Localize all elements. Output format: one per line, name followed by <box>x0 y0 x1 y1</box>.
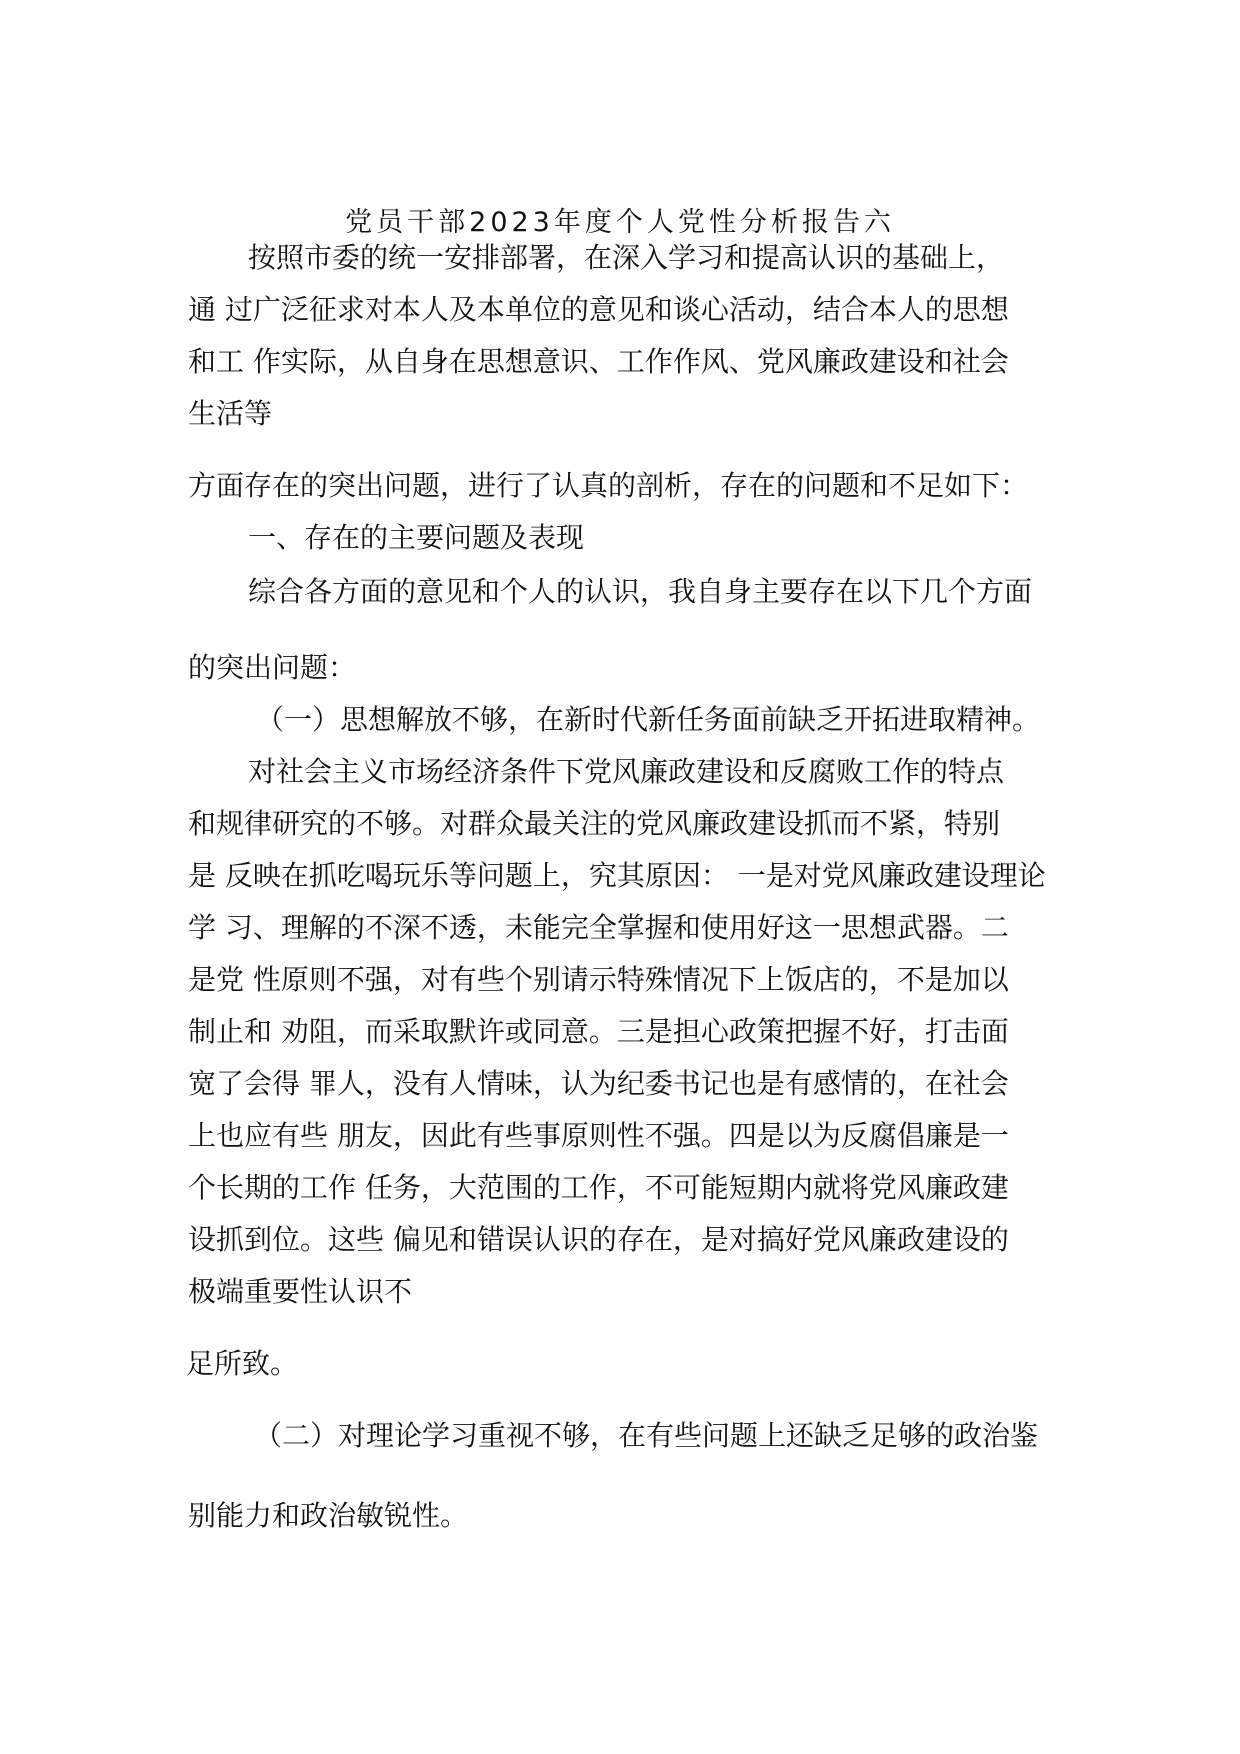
paragraph-line: 方面存在的突出问题，进行了认真的剖析，存在的问题和不足如下： <box>188 469 1029 502</box>
paragraph-line: 足所致。 <box>186 1347 299 1380</box>
paragraph-line: 宽了会得 罪人，没有人情味，认为纪委书记也是有感情的，在社会 <box>188 1067 1009 1100</box>
paragraph-line: 学 习、理解的不深不透，未能完全掌握和使用好这一思想武器。二 <box>188 911 1009 944</box>
paragraph-line: 个长期的工作 任务，大范围的工作，不可能短期内就将党风廉政建 <box>188 1171 1009 1204</box>
paragraph-line: 的突出问题： <box>188 651 357 684</box>
paragraph-line: 和规律研究的不够。对群众最关注的党风廉政建设抓而不紧，特别 <box>188 807 1001 840</box>
document-title: 党员干部2023年度个人党性分析报告六 <box>345 207 895 238</box>
paragraph-line: 通 过广泛征求对本人及本单位的意见和谈心活动，结合本人的思想 <box>188 293 1009 326</box>
paragraph-line: 是党 性原则不强，对有些个别请示特殊情况下上饭店的，不是加以 <box>188 963 1009 996</box>
paragraph-line: 按照市委的统一安排部署，在深入学习和提高认识的基础上， <box>248 241 1005 274</box>
paragraph-line: 制止和 劝阻，而采取默许或同意。三是担心政策把握不好，打击面 <box>188 1015 1009 1048</box>
paragraph-line: 和工 作实际，从自身在思想意识、工作作风、党风廉政建设和社会 <box>188 345 1009 378</box>
paragraph-line: 设抓到位。这些 偏见和错误认识的存在，是对搞好党风廉政建设的 <box>188 1223 1009 1256</box>
subsection-heading: （二）对理论学习重视不够，在有些问题上还缺乏足够的政治鉴 <box>254 1419 1039 1452</box>
subsection-heading: （一）思想解放不够，在新时代新任务面前缺乏开拓进取精神。 <box>256 703 1041 736</box>
section-heading: 一、存在的主要问题及表现 <box>248 521 585 554</box>
paragraph-line: 别能力和政治敏锐性。 <box>188 1499 469 1532</box>
paragraph-line: 极端重要性认识不 <box>188 1275 413 1308</box>
paragraph-line: 对社会主义市场经济条件下党风廉政建设和反腐败工作的特点 <box>248 755 1005 788</box>
paragraph-line: 生活等 <box>188 397 273 430</box>
paragraph-line: 综合各方面的意见和个人的认识，我自身主要存在以下几个方面 <box>248 575 1033 608</box>
paragraph-line: 上也应有些 朋友，因此有些事原则性不强。四是以为反腐倡廉是一 <box>188 1119 1009 1152</box>
paragraph-line: 是 反映在抓吃喝玩乐等问题上，究其原因： 一是对党风廉政建设理论 <box>188 859 1046 892</box>
